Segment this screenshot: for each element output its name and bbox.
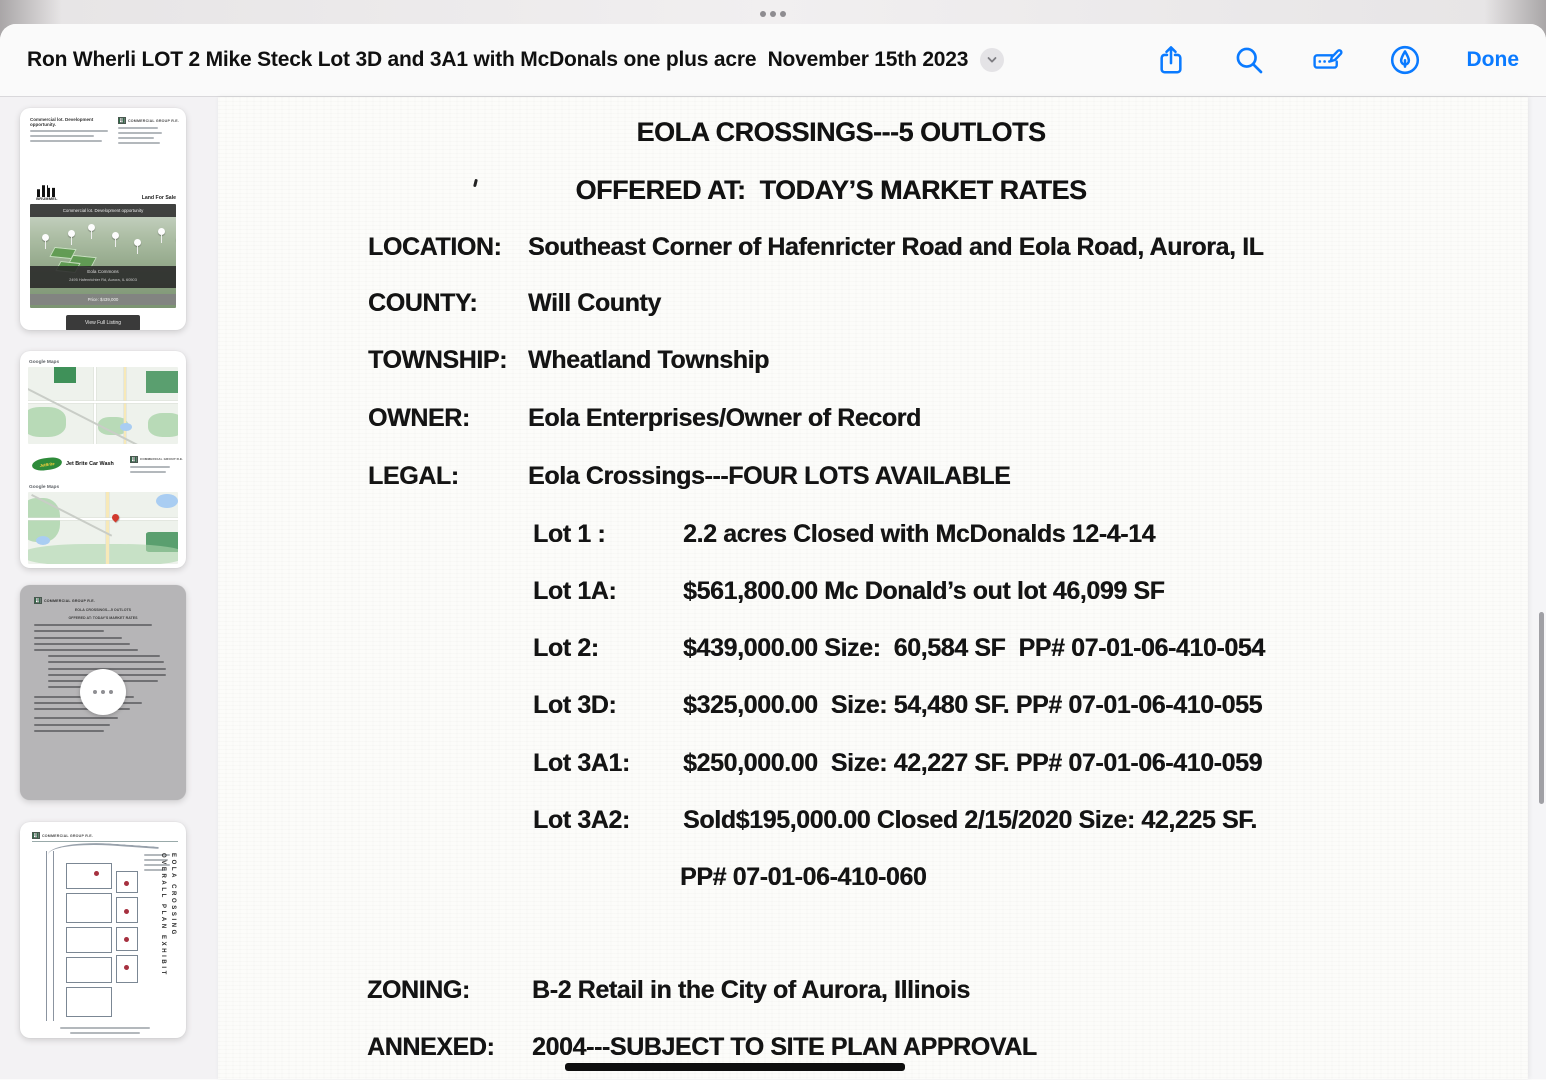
preview-window bbox=[0, 24, 1546, 1080]
brummel-logo: BRUMMEL bbox=[30, 184, 64, 201]
content bbox=[0, 97, 1546, 1079]
flyer-banner: Commercial lot. Development opportunity bbox=[30, 204, 176, 217]
title-menu-button[interactable] bbox=[980, 48, 1004, 72]
doc-lot-2: Lot 2: $439,000.00 Size: 60,584 SF PP# 07-01-06-410-054 bbox=[533, 634, 1265, 662]
toolbar-actions bbox=[1155, 44, 1520, 76]
markup-pen-icon[interactable] bbox=[1389, 44, 1421, 76]
doc-field-county: COUNTY: Will County bbox=[368, 289, 661, 317]
doc-lot-3a2-continuation: PP# 07-01-06-410-060 bbox=[680, 863, 927, 891]
map-top bbox=[28, 367, 178, 444]
property-name: Eola Commons bbox=[87, 269, 119, 274]
toolbar bbox=[0, 24, 1546, 97]
plan-vertical-title-2: EOLA CROSSING bbox=[170, 853, 176, 937]
document-view bbox=[218, 97, 1546, 1079]
window-drag-handle[interactable] bbox=[760, 11, 786, 17]
document-page bbox=[218, 97, 1528, 1079]
thumbnail-page-1-flyer[interactable] bbox=[20, 108, 186, 330]
doc-field-annexed: ANNEXED: 2004---SUBJECT TO SITE PLAN APPROVAL bbox=[367, 1033, 1037, 1061]
commercial-group-logo-icon bbox=[118, 117, 126, 124]
land-for-sale-label: Land For Sale bbox=[141, 195, 176, 201]
doc-field-owner: OWNER: Eola Enterprises/Owner of Record bbox=[368, 404, 921, 432]
doc-field-legal: LEGAL: Eola Crossings---FOUR LOTS AVAILABLE bbox=[368, 462, 1011, 490]
view-full-listing-button: View Full Listing bbox=[66, 315, 140, 330]
map-pin-icon bbox=[111, 513, 121, 523]
flyer-subject: Commercial lot. Development opportunity. bbox=[30, 117, 94, 127]
thumbnail-page-4-siteplan[interactable]: COMMERCIAL GROUP R.E. OVERALL PLAN EXHIBIT EOLA CROSSING bbox=[20, 822, 186, 1038]
share-icon[interactable] bbox=[1155, 44, 1187, 76]
annexed-underline-mark bbox=[565, 1063, 905, 1071]
site-plan-drawing bbox=[32, 845, 178, 1025]
aerial-photo bbox=[30, 204, 176, 308]
doc-heading-2: OFFERED AT: TODAY’S MARKET RATES bbox=[575, 175, 1087, 205]
property-price: Price: $439,000 bbox=[30, 294, 176, 305]
done-button[interactable]: Done bbox=[1466, 48, 1519, 71]
thumbnail-more-button[interactable] bbox=[80, 669, 126, 715]
doc-field-location: LOCATION: Southeast Corner of Hafenricter Road and Eola Road, Aurora, IL bbox=[368, 233, 1264, 261]
doc-field-zoning: ZONING: B-2 Retail in the City of Aurora, Illinois bbox=[367, 976, 970, 1004]
page-title: Ron Wherli LOT 2 Mike Steck Lot 3D and 3A1 with McDonals one plus acre November 15th 2023 bbox=[27, 48, 969, 71]
mini-heading-2: OFFERED AT: TODAY'S MARKET RATES bbox=[68, 616, 138, 620]
commercial-group-logo-icon bbox=[34, 597, 42, 604]
thumbnail-page-3-current[interactable]: COMMERCIAL GROUP R.E. EOLA CROSSINGS---5 OUTLOTS OFFERED AT: TODAY'S MARKET RATES bbox=[20, 585, 186, 800]
scrollbar-thumb[interactable] bbox=[1539, 612, 1544, 804]
property-address: 2495 Hafenrichter Rd, Aurora, IL 60503 bbox=[69, 277, 137, 282]
doc-field-township: TOWNSHIP: Wheatland Township bbox=[368, 346, 769, 374]
google-maps-label: Google Maps bbox=[29, 360, 60, 365]
title-group bbox=[27, 48, 1004, 72]
jet-brite-name: Jet Brite Car Wash bbox=[66, 461, 114, 467]
commercial-group-logo-icon bbox=[32, 832, 40, 839]
doc-lot-1: Lot 1 : 2.2 acres Closed with McDonalds 12-4-14 bbox=[533, 520, 1156, 548]
brummel-buildings-icon bbox=[37, 184, 57, 197]
doc-heading-1: EOLA CROSSINGS---5 OUTLOTS bbox=[636, 117, 1046, 147]
search-icon[interactable] bbox=[1233, 44, 1265, 76]
google-maps-label: Google Maps bbox=[29, 485, 60, 490]
chevron-down-icon bbox=[986, 54, 998, 66]
thumbnail-page-2-maps[interactable]: Google Maps JetBrite Jet Brite Car Wash COMMERCIAL GROUP R.E. Google Maps bbox=[20, 351, 186, 568]
thumbnail-sidebar bbox=[0, 97, 218, 1079]
map-bottom bbox=[28, 492, 178, 564]
window-chrome bbox=[0, 0, 1546, 26]
mini-heading-1: EOLA CROSSINGS---5 OUTLOTS bbox=[74, 608, 132, 612]
jet-brite-logo: JetBrite bbox=[31, 456, 62, 472]
doc-lot-1a: Lot 1A: $561,800.00 Mc Donald’s out lot 46,099 SF bbox=[533, 577, 1165, 605]
autofill-markup-icon[interactable] bbox=[1311, 44, 1343, 76]
doc-lot-3d: Lot 3D: $325,000.00 Size: 54,480 SF. PP# 07-01-06-410-055 bbox=[533, 691, 1263, 719]
doc-lot-3a2: Lot 3A2: Sold$195,000.00 Closed 2/15/2020 Size: 42,225 SF. bbox=[533, 806, 1257, 834]
flyer-email-header bbox=[30, 117, 179, 169]
plan-vertical-title-1: OVERALL PLAN EXHIBIT bbox=[160, 853, 166, 977]
doc-lot-3a1: Lot 3A1: $250,000.00 Size: 42,227 SF. PP# 07-01-06-410-059 bbox=[533, 749, 1263, 777]
brand-name: COMMERCIAL GROUP R.E. bbox=[128, 118, 179, 123]
commercial-group-logo-icon bbox=[130, 456, 138, 463]
